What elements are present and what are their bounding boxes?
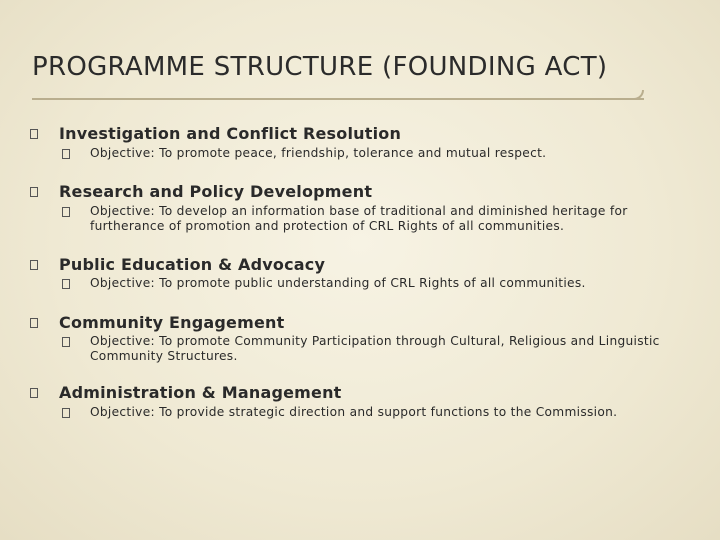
programme-objective: Objective: To promote public understanding of CRL Rights of all communities. <box>90 276 586 290</box>
title-underline-curve <box>592 90 644 100</box>
sub-bullet-box-icon <box>60 205 72 219</box>
programme-heading: Administration & Management <box>59 383 342 402</box>
slide-title: PROGRAMME STRUCTURE (FOUNDING ACT) <box>32 52 608 82</box>
programme-objective: Objective: To provide strategic direction and support functions to the Commission. <box>90 405 618 419</box>
bullet-box-icon <box>28 386 40 400</box>
sub-bullet-box-icon <box>60 147 72 161</box>
title-underline <box>32 98 644 100</box>
sub-bullet-box-icon <box>60 335 72 349</box>
programme-heading: Research and Policy Development <box>59 182 373 201</box>
bullet-box-icon <box>28 127 40 141</box>
bullet-box-icon <box>28 316 40 330</box>
programme-heading: Investigation and Conflict Resolution <box>59 124 402 143</box>
programme-heading: Public Education & Advocacy <box>59 255 326 274</box>
bullet-box-icon <box>28 185 40 199</box>
programme-objective: Objective: To promote peace, friendship, tolerance and mutual respect. <box>90 146 547 160</box>
programme-objective: Objective: To develop an information base of traditional and diminished heritage for furtherance of promotion and protection of CRL Rights of all communities. <box>90 204 628 233</box>
programme-objective: Objective: To promote Community Participation through Cultural, Religious and Linguistic Community Structures. <box>90 334 660 363</box>
bullet-box-icon <box>28 258 40 272</box>
sub-bullet-box-icon <box>60 406 72 420</box>
programme-heading: Community Engagement <box>59 313 285 332</box>
sub-bullet-box-icon <box>60 277 72 291</box>
